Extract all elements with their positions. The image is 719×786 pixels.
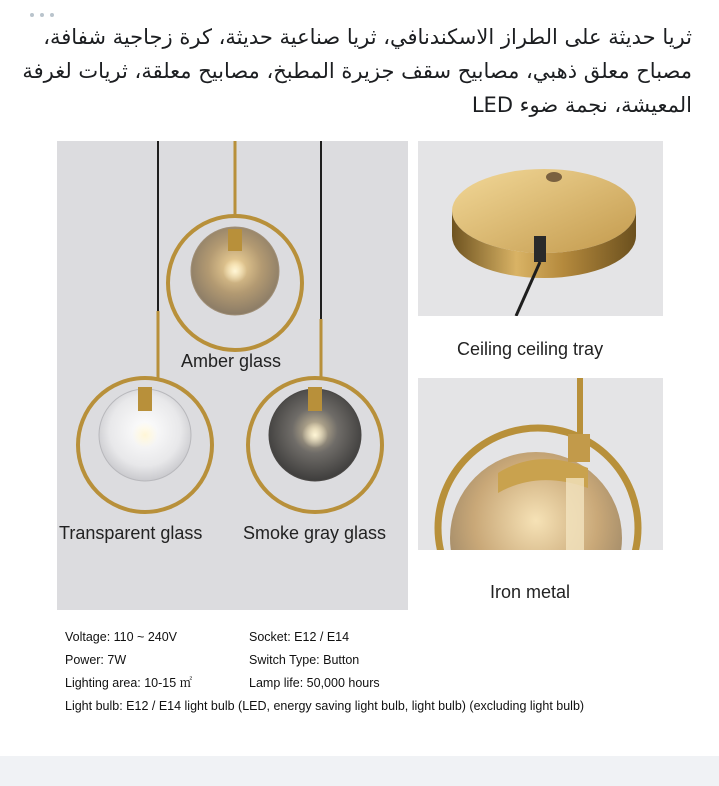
caption-iron-metal: Iron metal (490, 582, 571, 602)
caption-amber-glass: Amber glass (181, 351, 282, 371)
caption-smoke-gray-glass: Smoke gray glass (243, 523, 387, 543)
caption-ceiling-tray: Ceiling ceiling tray (457, 339, 604, 359)
bottom-strip (0, 756, 719, 786)
product-photo-pendants[interactable] (57, 141, 408, 610)
spec-lighting-area: Lighting area: 10-15 ㎡ (65, 676, 193, 690)
iron-metal-illustration (418, 378, 663, 550)
cropped-header-remnant (30, 2, 90, 10)
spec-socket: Socket: E12 / E14 (249, 630, 350, 644)
product-photo-iron-metal[interactable] (418, 378, 663, 550)
top-strip (0, 0, 719, 14)
ceiling-tray-illustration (418, 141, 663, 316)
spec-voltage: Voltage: 110 ~ 240V (65, 630, 178, 644)
product-specs (65, 626, 685, 718)
spec-switch-type: Switch Type: Button (249, 653, 360, 667)
spec-light-bulb: Light bulb: E12 / E14 light bulb (LED, energy saving light bulb, light bulb) (excluding light bulb) (65, 699, 585, 713)
post-title: ثريا حديثة على الطراز الاسكندنافي، ثريا صناعية حديثة، كرة زجاجية شفافة، مصباح معلق ذهبي، مصابيح سقف جزيرة المطبخ، مصابيح معلقة، ثريات لغرفة المعيشة، نجمة ضوء LED (22, 25, 692, 117)
caption-transparent-glass: Transparent glass (59, 523, 203, 543)
spec-power: Power: 7W (65, 653, 127, 667)
spec-lamp-life: Lamp life: 50,000 hours (249, 676, 380, 690)
product-photo-ceiling-tray[interactable] (418, 141, 663, 316)
